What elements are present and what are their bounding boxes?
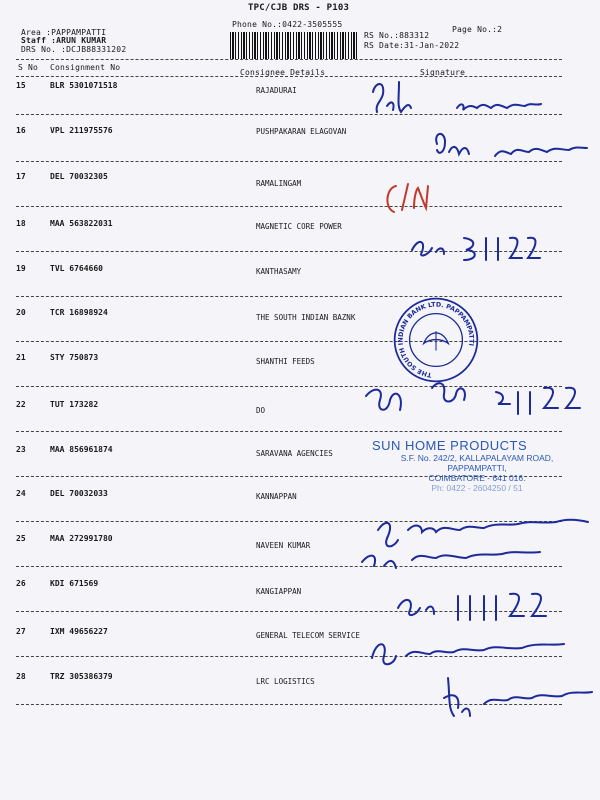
- divider: [16, 59, 562, 60]
- red-cn-mark: [378, 178, 438, 230]
- row-sno: 22: [16, 400, 26, 409]
- handwritten-signature: [408, 228, 568, 268]
- column-header-sno: S No: [18, 63, 39, 72]
- row-consignee: SHANTHI FEEDS: [256, 357, 315, 366]
- handwritten-signature: [392, 586, 592, 626]
- row-consignment: BLR 5301071518: [50, 81, 118, 90]
- row-consignee: LRC LOGISTICS: [256, 677, 315, 686]
- row-sno: 19: [16, 264, 26, 273]
- row-sno: 15: [16, 81, 26, 90]
- row-consignee: MAGNETIC CORE POWER: [256, 222, 342, 231]
- row-sno: 17: [16, 172, 26, 181]
- stamp-company-name: SUN HOME PRODUCTS: [372, 438, 528, 453]
- drs-number: DRS No. :DCJB88331202: [21, 45, 127, 54]
- stamp-address-line: PAPPAMPATTI,: [447, 463, 507, 473]
- row-consignment: STY 750873: [50, 353, 99, 362]
- stamp-address-line: S.F. No. 242/2, KALLAPALAYAM ROAD,: [400, 453, 554, 463]
- row-consignment: MAA 563822031: [50, 219, 113, 228]
- column-header-consignment: Consignment No: [50, 63, 121, 72]
- divider: [16, 341, 562, 342]
- handwritten-signature: [356, 508, 600, 578]
- row-consignment: MAA 856961874: [50, 445, 113, 454]
- table-row: [0, 264, 600, 304]
- row-consignment: DEL 70032305: [50, 172, 108, 181]
- row-sno: 20: [16, 308, 26, 317]
- row-consignee: GENERAL TELECOM SERVICE: [256, 631, 360, 640]
- handwritten-signature: [440, 668, 600, 728]
- stamp-address-line: COIMBATORE - 641 016.: [428, 473, 526, 483]
- area-field: Area :PAPPAMPATTI: [21, 28, 107, 37]
- page-number: Page No.:2: [452, 25, 503, 34]
- rs-number: RS No.:883312: [364, 31, 430, 40]
- staff-field: Staff :ARUN KUMAR: [21, 36, 107, 45]
- handwritten-signature: [366, 626, 596, 672]
- row-consignment: IXM 49656227: [50, 627, 108, 636]
- barcode: [230, 32, 358, 59]
- stamp-phone-line: Ph: 0422 - 2604250 / 51: [431, 483, 523, 493]
- company-stamp: [372, 438, 582, 493]
- divider: [16, 206, 562, 207]
- row-consignee: DO: [256, 406, 266, 415]
- divider: [16, 296, 562, 297]
- row-sno: 21: [16, 353, 26, 362]
- column-header-signature: Signature: [420, 68, 466, 77]
- handwritten-signature: [365, 72, 600, 192]
- row-sno: 28: [16, 672, 26, 681]
- row-sno: 24: [16, 489, 26, 498]
- phone-number: Phone No.:0422-3505555: [232, 20, 343, 29]
- row-consignment: TRZ 305386379: [50, 672, 113, 681]
- row-consignee: SARAVANA AGENCIES: [256, 449, 333, 458]
- row-consignment: TUT 173282: [50, 400, 99, 409]
- row-consignment: TCR 16898924: [50, 308, 108, 317]
- row-sno: 27: [16, 627, 26, 636]
- row-sno: 23: [16, 445, 26, 454]
- table-row: [0, 308, 600, 348]
- row-consignee: RAMALINGAM: [256, 179, 302, 188]
- row-sno: 16: [16, 126, 26, 135]
- row-consignee: PUSHPAKARAN ELAGOVAN: [256, 127, 347, 136]
- document-title: TPC/CJB DRS - P103: [248, 3, 350, 13]
- column-header-consignee: Consignee Details: [240, 68, 326, 77]
- row-sno: 18: [16, 219, 26, 228]
- row-consignee: KANNAPPAN: [256, 492, 297, 501]
- rs-date: RS Date:31-Jan-2022: [364, 41, 460, 50]
- row-consignment: MAA 272991780: [50, 534, 113, 543]
- seal-text: THE SOUTH INDIAN BANK LTD. PAPPAMPATTI: [397, 301, 475, 379]
- divider: [16, 431, 562, 432]
- row-consignment: VPL 211975576: [50, 126, 113, 135]
- handwritten-signature: [360, 352, 596, 430]
- row-consignee: NAVEEN KUMAR: [256, 541, 311, 550]
- row-consignee: RAJADURAI: [256, 86, 297, 95]
- row-consignee: KANGIAPPAN: [256, 587, 302, 596]
- row-consignee: KANTHASAMY: [256, 267, 302, 276]
- row-sno: 25: [16, 534, 26, 543]
- row-consignment: KDI 671569: [50, 579, 99, 588]
- row-consignee: THE SOUTH INDIAN BAZNK: [256, 313, 356, 322]
- row-consignment: DEL 70032033: [50, 489, 108, 498]
- row-sno: 26: [16, 579, 26, 588]
- row-consignment: TVL 6764660: [50, 264, 103, 273]
